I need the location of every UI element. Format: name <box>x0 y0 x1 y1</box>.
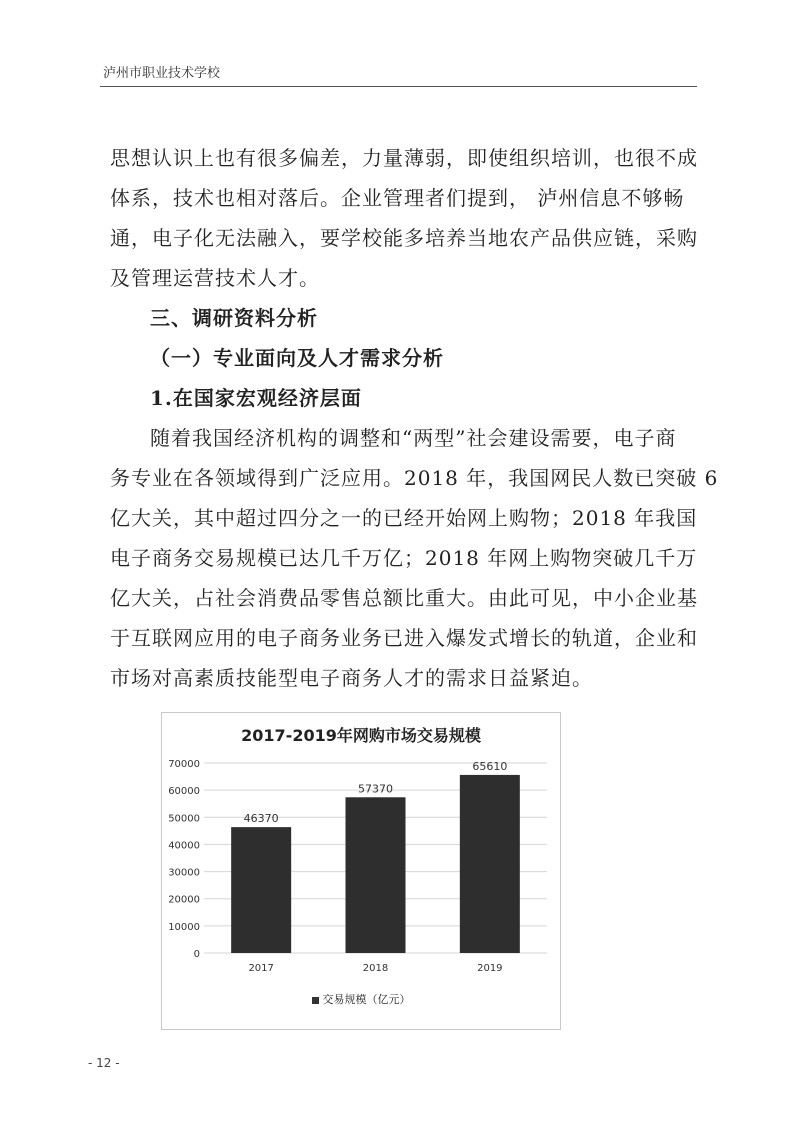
body-text <box>110 138 719 698</box>
y-tick-label: 0 <box>193 949 200 960</box>
y-tick-label: 20000 <box>168 894 200 906</box>
paragraph-line: 亿大关，占社会消费品零售总额比重大。由此可见，中小企业基 <box>110 586 698 610</box>
page-number: - 12 - <box>88 1056 120 1070</box>
chart-title: 2017-2019年网购市场交易规模 <box>241 726 481 745</box>
y-tick-label: 30000 <box>168 867 200 879</box>
paragraph-line: 随着我国经济机构的调整和“两型”社会建设需要，电子商 <box>150 426 677 450</box>
data-label-2019: 65610 <box>472 759 508 773</box>
y-tick-label: 60000 <box>168 786 200 798</box>
paragraph-line: 及管理运营技术人才。 <box>110 266 320 290</box>
page-header: 泸州市职业技术学校 <box>103 66 221 81</box>
paragraph-line: 务专业在各领域得到广泛应用。2018 年，我国网民人数已突破 6 <box>110 466 719 490</box>
bar-2019 <box>460 775 520 953</box>
legend-label: 交易规模（亿元） <box>322 993 411 1006</box>
y-tick-label: 10000 <box>168 921 200 933</box>
y-tick-label: 70000 <box>168 759 200 770</box>
data-label-2017: 46370 <box>243 812 279 826</box>
paragraph-line: 市场对高素质技能型电子商务人才的需求日益紧迫。 <box>110 666 593 690</box>
y-tick-label: 50000 <box>168 813 200 825</box>
section-heading: 1.在国家宏观经济层面 <box>150 386 362 410</box>
paragraph-line: 通，电子化无法融入，要学校能多培养当地农产品供应链，采购 <box>110 226 698 250</box>
chart-plot <box>162 713 560 1029</box>
data-label-2018: 57370 <box>358 782 393 796</box>
paragraph-line: 电子商务交易规模已达几千万亿；2018 年网上购物突破几千万 <box>110 546 698 570</box>
section-heading: （一）专业面向及人才需求分析 <box>150 346 444 370</box>
x-tick-label: 2017 <box>248 963 274 974</box>
bar-2018 <box>346 797 406 953</box>
bar-chart <box>161 712 561 1030</box>
paragraph-line: 于互联网应用的电子商务业务已进入爆发式增长的轨道，企业和 <box>110 626 698 650</box>
paragraph-line: 亿大关，其中超过四分之一的已经开始网上购物；2018 年我国 <box>110 506 698 530</box>
y-tick-label: 40000 <box>168 840 200 852</box>
paragraph-line: 体系，技术也相对落后。企业管理者们提到， 泸州信息不够畅 <box>110 186 685 210</box>
legend-swatch <box>312 997 319 1004</box>
bar-2017 <box>231 827 291 953</box>
chart-legend <box>162 991 560 1007</box>
section-heading: 三、调研资料分析 <box>150 306 318 330</box>
paragraph-line: 思想认识上也有很多偏差，力量薄弱，即使组织培训，也很不成 <box>110 146 698 170</box>
x-tick-label: 2019 <box>477 963 503 974</box>
header-divider <box>100 86 697 87</box>
x-tick-label: 2018 <box>362 963 389 974</box>
